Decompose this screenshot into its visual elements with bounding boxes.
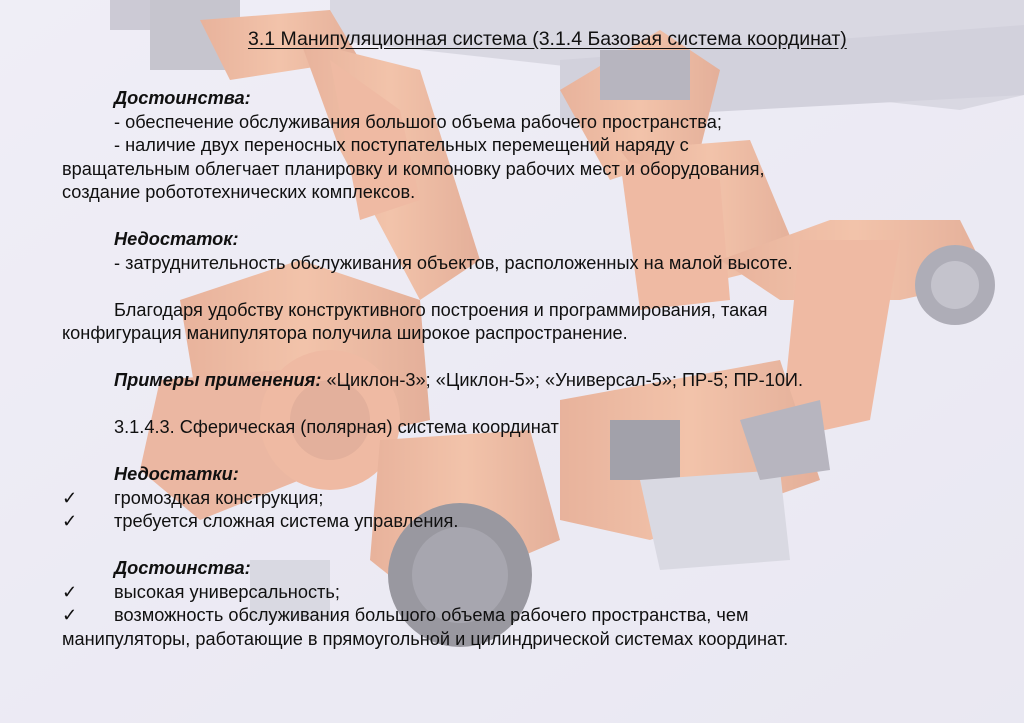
text-line: - наличие двух переносных поступательных перемещений наряду с (114, 135, 689, 155)
text-line: - обеспечение обслуживания большого объема рабочего пространства; (114, 111, 722, 132)
examples-text: «Циклон-3»; «Циклон-5»; «Универсал-5»; ПР-5; ПР-10И. (321, 370, 804, 390)
check-list-item (62, 604, 962, 628)
text-line: создание робототехнических комплексов. (62, 182, 416, 202)
check-list-item (62, 581, 962, 605)
examples-line (62, 369, 962, 393)
disadvantages-heading: Недостатки: (114, 464, 239, 484)
check-mark-icon: ✓ (62, 487, 78, 508)
list-item-text: требуется сложная система управления. (114, 511, 459, 531)
examples-label: Примеры применения: (114, 370, 322, 390)
list-item-text: возможность обслуживания большого объема рабочего пространства, чем (114, 605, 749, 625)
check-mark-icon: ✓ (62, 581, 78, 602)
advantages-heading: Достоинства: (114, 88, 251, 108)
text-line: Благодаря удобству конструктивного построения и программирования, такая (114, 299, 768, 320)
advantages-heading: Достоинства: (114, 558, 251, 578)
check-list-item (62, 510, 962, 534)
disadvantage-heading: Недостаток: (114, 229, 239, 249)
check-mark-icon: ✓ (62, 605, 78, 625)
slide-title: 3.1 Манипуляционная система (3.1.4 Базовая система координат) (248, 28, 847, 50)
list-item-text: высокая универсальность; (114, 581, 340, 602)
text-line: - затруднительность обслуживания объектов, расположенных на малой высоте. (114, 252, 793, 273)
check-list-item (62, 487, 962, 511)
slide-body (62, 87, 962, 651)
text-line: вращательным облегчает планировку и компоновку рабочих мест и оборудования, (62, 158, 765, 179)
list-item-text: громоздкая конструкция; (114, 487, 324, 508)
check-mark-icon: ✓ (62, 511, 78, 531)
subsection-heading: 3.1.4.3. Сферическая (полярная) система координат (114, 417, 559, 437)
text-line: конфигурация манипулятора получила широкое распространение. (62, 323, 628, 343)
text-line: манипуляторы, работающие в прямоугольной и цилиндрической системах координат. (62, 628, 789, 649)
